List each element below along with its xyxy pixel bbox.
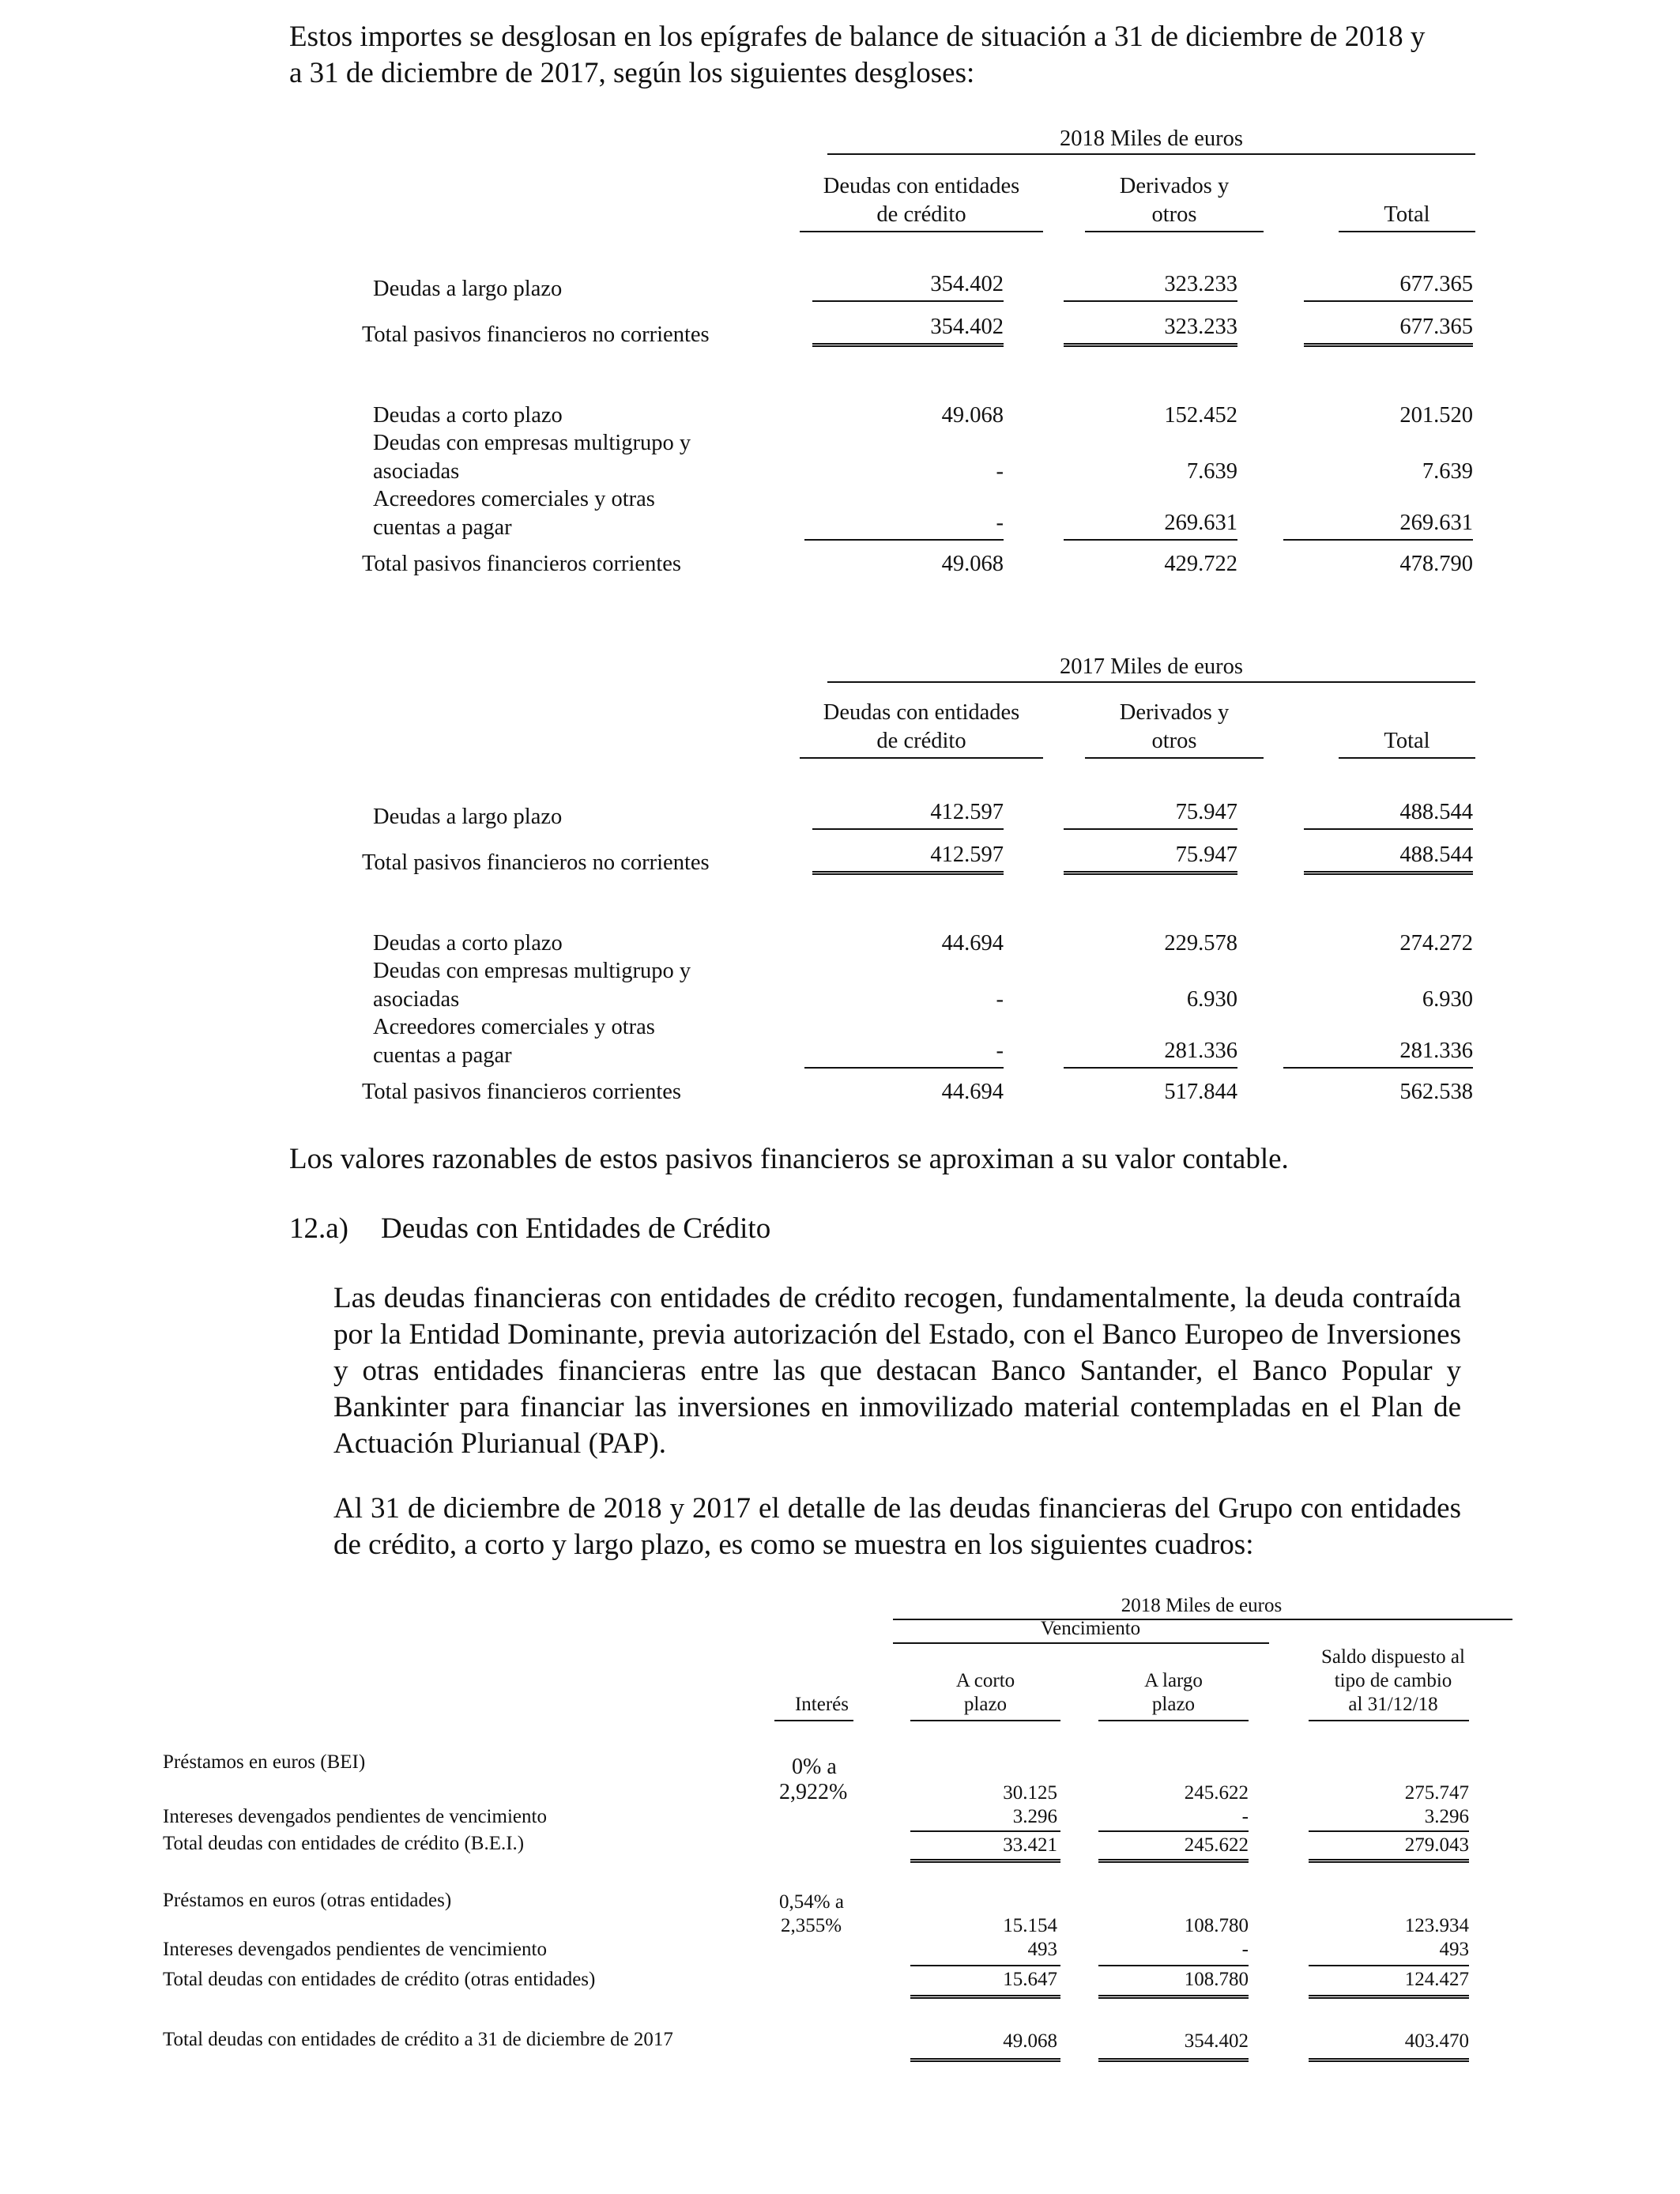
value-total: 281.336	[1399, 1039, 1473, 1063]
value-saldo: 493	[1439, 1939, 1469, 1960]
row-label: Total deudas con entidades de crédito (otras entidades)	[163, 1969, 596, 1990]
col-header-largo: A largo plazo	[1144, 1670, 1203, 1715]
intro-line-1: Estos importes se desglosan en los epígrafes de balance de situación a 31 de diciembre de 2018 y	[289, 21, 1426, 53]
value-largo: 245.622	[1184, 1782, 1249, 1804]
value-largo: 245.622	[1184, 1834, 1249, 1856]
value-credit: -	[996, 459, 1004, 484]
value-corto: 3.296	[1012, 1806, 1057, 1827]
value-derivatives: 323.233	[1164, 272, 1237, 296]
row-label: Deudas a corto plazo	[373, 403, 563, 428]
value-corto: 493	[1027, 1939, 1057, 1960]
value-derivatives: 75.947	[1175, 843, 1237, 867]
table-title: 2018 Miles de euros	[1060, 126, 1243, 151]
value-total: 677.365	[1399, 315, 1473, 339]
value-corto: 30.125	[1003, 1782, 1057, 1804]
value-total: 488.544	[1399, 843, 1473, 867]
value-corto: 33.421	[1003, 1834, 1057, 1856]
row-label: Acreedores comerciales y otras cuentas a pagar	[373, 487, 655, 540]
value-total: 201.520	[1399, 403, 1473, 428]
row-label: Total pasivos financieros corrientes	[362, 552, 681, 576]
col-header-credit: Deudas con entidades de crédito	[823, 174, 1020, 227]
value-total: 677.365	[1399, 272, 1473, 296]
col-header-credit: Deudas con entidades de crédito	[823, 700, 1020, 753]
intro-line-2: a 31 de diciembre de 2017, según los siguientes desgloses:	[289, 57, 975, 89]
value-derivatives: 269.631	[1164, 511, 1237, 535]
value-largo: 354.402	[1184, 2030, 1249, 2052]
value-derivatives: 152.452	[1164, 403, 1237, 428]
row-label: Intereses devengados pendientes de vencimiento	[163, 1939, 547, 1960]
value-total: 488.544	[1399, 800, 1473, 824]
value-credit: -	[996, 511, 1004, 535]
value-credit: 44.694	[941, 931, 1004, 956]
value-total: 6.930	[1422, 987, 1473, 1012]
row-label: Total deudas con entidades de crédito (B.E.I.)	[163, 1833, 525, 1854]
credit-table-title: 2018 Miles de euros	[1121, 1595, 1283, 1616]
value-credit: 44.694	[941, 1080, 1004, 1104]
col-header-derivatives: Derivados y otros	[1119, 700, 1230, 753]
paragraph-detail-intro: Al 31 de diciembre de 2018 y 2017 el detalle de las deudas financieras del Grupo con entidades de crédito, a corto y largo plazo, es como se muestra en los siguientes cuadros:	[333, 1492, 1461, 1561]
row-label: Total pasivos financieros no corrientes	[362, 850, 710, 875]
row-label: Acreedores comerciales y otras cuentas a pagar	[373, 1015, 655, 1068]
value-total: 478.790	[1399, 552, 1473, 576]
row-label: Préstamos en euros (otras entidades)	[163, 1890, 452, 1911]
col-header-corto: A corto plazo	[955, 1670, 1015, 1715]
row-label: Total deudas con entidades de crédito a 31 de diciembre de 2017	[163, 2029, 673, 2050]
value-corto: 15.154	[1003, 1915, 1057, 1936]
row-label: Intereses devengados pendientes de vencimiento	[163, 1806, 547, 1827]
value-credit: 49.068	[941, 403, 1004, 428]
row-label: Total pasivos financieros no corrientes	[362, 322, 710, 347]
value-derivatives: 517.844	[1164, 1080, 1237, 1104]
value-largo: -	[1241, 1939, 1249, 1960]
row-label: Deudas a largo plazo	[373, 805, 563, 829]
value-saldo: 403.470	[1404, 2030, 1469, 2052]
value-credit: 49.068	[941, 552, 1004, 576]
fair-value-note: Los valores razonables de estos pasivos financieros se aproximan a su valor contable.	[289, 1143, 1289, 1175]
value-largo: 108.780	[1184, 1969, 1249, 1990]
value-saldo: 3.296	[1424, 1806, 1469, 1827]
value-saldo: 124.427	[1404, 1969, 1469, 1990]
value-credit: 412.597	[930, 800, 1004, 824]
col-header-saldo: Saldo dispuesto al tipo de cambio al 31/12/18	[1321, 1646, 1465, 1715]
value-saldo: 123.934	[1404, 1915, 1469, 1936]
value-saldo: 279.043	[1404, 1834, 1469, 1856]
table-title: 2017 Miles de euros	[1060, 654, 1243, 679]
row-label: Total pasivos financieros corrientes	[362, 1080, 681, 1104]
col-header-derivatives: Derivados y otros	[1119, 174, 1230, 227]
value-largo: 108.780	[1184, 1915, 1249, 1936]
value-derivatives: 281.336	[1164, 1039, 1237, 1063]
value-credit: -	[996, 987, 1004, 1012]
paragraph-credit-debts: Las deudas financieras con entidades de crédito recogen, fundamentalmente, la deuda contraída por la Entidad Dominante, previa autorización del Estado, con el Banco Europeo de Inversiones y otras entidades financieras entre las que destacan Banco Santander, el Banco Popular y Bankinter para financiar las inversiones en inmovilizado material contempladas en el Plan de Actuación Plurianual (PAP).	[333, 1282, 1461, 1460]
value-credit: 412.597	[930, 843, 1004, 867]
value-credit: -	[996, 1039, 1004, 1063]
col-header-interes: Interés	[794, 1694, 849, 1715]
value-derivatives: 6.930	[1186, 987, 1237, 1012]
interest-rate: 0% a 2,922%	[779, 1755, 848, 1804]
value-credit: 354.402	[930, 315, 1004, 339]
value-credit: 354.402	[930, 272, 1004, 296]
value-total: 7.639	[1422, 459, 1473, 484]
value-derivatives: 7.639	[1186, 459, 1237, 484]
row-label: Deudas con empresas multigrupo y asociadas	[373, 431, 691, 484]
value-derivatives: 429.722	[1164, 552, 1237, 576]
value-corto: 15.647	[1003, 1969, 1057, 1990]
value-total: 274.272	[1399, 931, 1473, 956]
value-derivatives: 229.578	[1164, 931, 1237, 956]
section-title: Deudas con Entidades de Crédito	[381, 1212, 771, 1245]
vencimiento-header: Vencimiento	[1040, 1618, 1141, 1639]
row-label: Deudas a largo plazo	[373, 277, 563, 301]
value-corto: 49.068	[1003, 2030, 1057, 2052]
value-total: 269.631	[1399, 511, 1473, 535]
value-largo: -	[1241, 1806, 1249, 1827]
row-label: Deudas a corto plazo	[373, 931, 563, 956]
row-label: Deudas con empresas multigrupo y asociadas	[373, 959, 691, 1012]
value-total: 562.538	[1399, 1080, 1473, 1104]
value-derivatives: 323.233	[1164, 315, 1237, 339]
value-saldo: 275.747	[1404, 1782, 1469, 1804]
row-label: Préstamos en euros (BEI)	[163, 1751, 366, 1773]
section-number: 12.a)	[289, 1212, 348, 1245]
interest-rate: 0,54% a 2,355%	[779, 1891, 844, 1936]
col-header-total: Total	[1384, 202, 1430, 227]
col-header-total: Total	[1384, 729, 1430, 753]
value-derivatives: 75.947	[1175, 800, 1237, 824]
